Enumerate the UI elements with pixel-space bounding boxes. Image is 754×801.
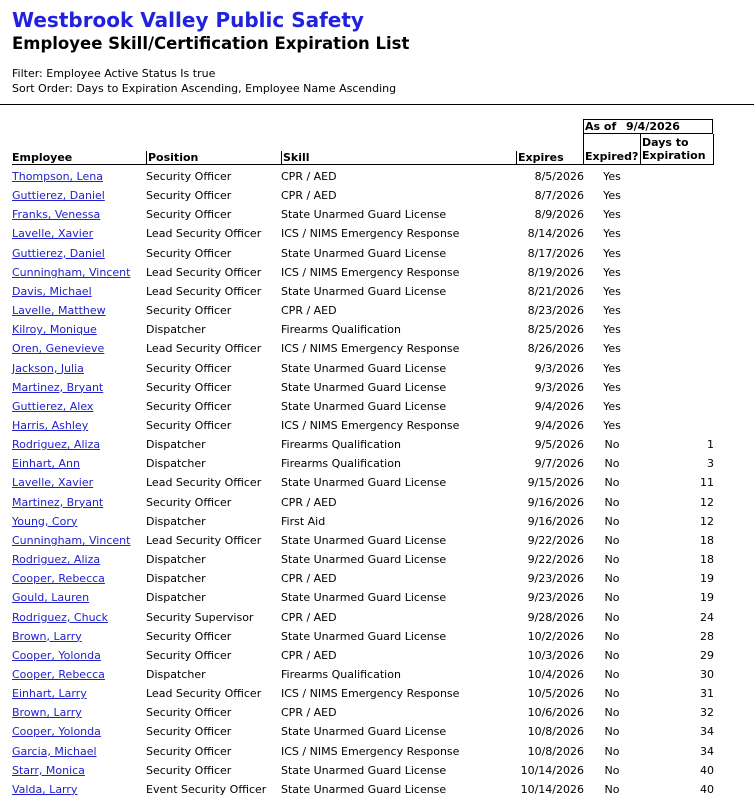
- position-cell: Security Officer: [146, 361, 232, 375]
- skill-cell: Firearms Qualification: [281, 457, 401, 471]
- employee-link[interactable]: Rodriguez, Aliza: [12, 553, 101, 566]
- table-row: [0, 435, 754, 454]
- expires-cell: 9/22/2026: [527, 553, 584, 566]
- days-to-expiration-cell: 12: [700, 495, 714, 509]
- expires-cell: 10/6/2026: [527, 706, 584, 720]
- skill-cell: State Unarmed Guard License: [281, 246, 447, 260]
- as-of-box: [583, 119, 713, 134]
- position-cell: Dispatcher: [146, 591, 206, 605]
- position-cell: Security Officer: [146, 170, 232, 183]
- expires-cell: 8/26/2026: [527, 342, 584, 356]
- expired-cell: Yes: [603, 246, 621, 260]
- expired-cell: No: [604, 706, 620, 720]
- days-to-expiration-cell: 30: [700, 667, 714, 681]
- header-divider: [0, 104, 754, 105]
- table-row: [0, 339, 754, 358]
- skill-cell: State Unarmed Guard License: [281, 763, 447, 777]
- expires-cell: 10/8/2026: [527, 744, 584, 758]
- days-to-expiration-cell: 11: [700, 476, 714, 490]
- as-of-date: 9/4/2026: [626, 120, 680, 133]
- expired-cell: Yes: [603, 227, 621, 241]
- position-cell: Security Officer: [146, 744, 232, 758]
- column-header-skill: Skill: [281, 151, 516, 165]
- days-to-expiration-cell: 3: [707, 457, 714, 471]
- column-header-employee: Employee: [12, 151, 73, 164]
- expired-cell: No: [604, 648, 620, 662]
- table-row: [0, 301, 754, 320]
- expires-cell: 9/22/2026: [527, 533, 584, 547]
- expired-cell: No: [604, 610, 620, 624]
- position-cell: Lead Security Officer: [146, 687, 262, 700]
- position-cell: Lead Security Officer: [146, 476, 262, 490]
- expired-cell: No: [604, 572, 620, 586]
- employee-link[interactable]: Kilroy, Monique: [12, 323, 97, 337]
- position-cell: Dispatcher: [146, 457, 206, 471]
- expired-cell: No: [604, 629, 620, 643]
- employee-link[interactable]: Franks, Venessa: [12, 208, 101, 222]
- employee-link[interactable]: Garcia, Michael: [12, 744, 97, 758]
- skill-cell: CPR / AED: [281, 495, 337, 509]
- skill-cell: State Unarmed Guard License: [281, 591, 447, 605]
- employee-link[interactable]: Cunningham, Vincent: [12, 265, 131, 279]
- expires-cell: 9/4/2026: [534, 399, 584, 413]
- expired-cell: Yes: [603, 265, 621, 279]
- table-row: [0, 205, 754, 224]
- expired-cell: No: [604, 533, 620, 547]
- table-row: [0, 493, 754, 512]
- table-row: [0, 282, 754, 301]
- column-header-expired: Expired?: [583, 134, 640, 165]
- skill-cell: Firearms Qualification: [281, 438, 401, 452]
- table-row: [0, 665, 754, 684]
- skill-cell: CPR / AED: [281, 648, 337, 662]
- expired-cell: Yes: [603, 189, 621, 203]
- employee-link[interactable]: Jackson, Julia: [12, 361, 84, 375]
- employee-link[interactable]: Rodriguez, Chuck: [12, 610, 108, 624]
- expires-cell: 8/14/2026: [527, 227, 584, 241]
- employee-link[interactable]: Oren, Genevieve: [12, 342, 105, 356]
- days-header-line-2: Expiration: [642, 149, 706, 162]
- position-cell: Dispatcher: [146, 514, 206, 528]
- position-cell: Dispatcher: [146, 667, 206, 681]
- expires-cell: 9/3/2026: [534, 361, 584, 375]
- position-cell: Security Officer: [146, 706, 232, 720]
- expired-cell: Yes: [603, 170, 621, 183]
- expired-cell: No: [604, 553, 620, 566]
- skill-cell: CPR / AED: [281, 170, 337, 183]
- table-row: [0, 167, 754, 186]
- expires-cell: 10/5/2026: [527, 687, 584, 700]
- expired-cell: No: [604, 591, 620, 605]
- expires-cell: 9/16/2026: [527, 514, 584, 528]
- expired-cell: Yes: [603, 418, 621, 432]
- expired-cell: No: [604, 687, 620, 700]
- days-to-expiration-cell: 40: [700, 763, 714, 777]
- expires-cell: 9/16/2026: [527, 495, 584, 509]
- expires-cell: 10/3/2026: [527, 648, 584, 662]
- expired-cell: Yes: [603, 284, 621, 298]
- table-row: [0, 569, 754, 588]
- position-cell: Security Officer: [146, 399, 232, 413]
- table-row: [0, 263, 754, 282]
- position-cell: Dispatcher: [146, 323, 206, 337]
- expired-cell: No: [604, 495, 620, 509]
- employee-link[interactable]: Thompson, Lena: [12, 170, 103, 183]
- employee-link[interactable]: Harris, Ashley: [12, 418, 89, 432]
- days-to-expiration-cell: 12: [700, 514, 714, 528]
- expires-cell: 8/9/2026: [534, 208, 584, 222]
- employee-link[interactable]: Guttierez, Daniel: [12, 246, 105, 260]
- skill-cell: ICS / NIMS Emergency Response: [281, 687, 460, 700]
- days-to-expiration-cell: 18: [700, 533, 714, 547]
- skill-cell: CPR / AED: [281, 610, 337, 624]
- expires-cell: 10/14/2026: [520, 763, 584, 777]
- skill-cell: State Unarmed Guard License: [281, 476, 447, 490]
- days-to-expiration-cell: 19: [700, 572, 714, 586]
- position-cell: Lead Security Officer: [146, 342, 262, 356]
- as-of-label: As of: [585, 120, 617, 133]
- expires-cell: 8/5/2026: [534, 170, 584, 183]
- table-row: [0, 703, 754, 722]
- days-to-expiration-cell: 1: [707, 438, 714, 452]
- skill-cell: CPR / AED: [281, 304, 337, 317]
- employee-link[interactable]: Einhart, Ann: [12, 457, 80, 471]
- expires-cell: 9/23/2026: [527, 591, 584, 605]
- skill-cell: State Unarmed Guard License: [281, 361, 447, 375]
- expired-cell: No: [604, 782, 620, 796]
- days-to-expiration-cell: 28: [700, 629, 714, 643]
- expired-cell: No: [604, 476, 620, 490]
- skill-cell: State Unarmed Guard License: [281, 725, 447, 739]
- expires-cell: 10/14/2026: [520, 782, 584, 796]
- expires-cell: 10/8/2026: [527, 725, 584, 739]
- position-cell: Security Officer: [146, 380, 232, 394]
- employee-link[interactable]: Davis, Michael: [12, 284, 92, 298]
- column-header-underline: [12, 164, 713, 165]
- expires-cell: 9/4/2026: [534, 418, 584, 432]
- expired-cell: No: [604, 438, 620, 452]
- expires-cell: 8/19/2026: [527, 265, 584, 279]
- expires-cell: 8/17/2026: [527, 246, 584, 260]
- skill-cell: State Unarmed Guard License: [281, 553, 447, 566]
- employee-link[interactable]: Cooper, Yolonda: [12, 725, 101, 739]
- skill-cell: ICS / NIMS Emergency Response: [281, 227, 460, 241]
- expired-cell: Yes: [603, 208, 621, 222]
- days-to-expiration-cell: 40: [700, 782, 714, 796]
- employee-link[interactable]: Martinez, Bryant: [12, 380, 104, 394]
- table-row: [0, 320, 754, 339]
- table-row: [0, 473, 754, 492]
- expired-cell: Yes: [603, 342, 621, 356]
- skill-cell: Firearms Qualification: [281, 323, 401, 337]
- position-cell: Dispatcher: [146, 553, 206, 566]
- skill-cell: ICS / NIMS Emergency Response: [281, 342, 460, 356]
- employee-link[interactable]: Rodriguez, Aliza: [12, 438, 101, 452]
- expired-cell: No: [604, 457, 620, 471]
- employee-link[interactable]: Brown, Larry: [12, 706, 82, 720]
- table-row: [0, 550, 754, 569]
- position-cell: Security Officer: [146, 763, 232, 777]
- skill-cell: State Unarmed Guard License: [281, 782, 447, 796]
- skill-cell: CPR / AED: [281, 572, 337, 586]
- employee-link[interactable]: Lavelle, Xavier: [12, 227, 94, 241]
- expires-cell: 9/3/2026: [534, 380, 584, 394]
- expired-cell: Yes: [603, 380, 621, 394]
- table-row: [0, 359, 754, 378]
- days-to-expiration-cell: 32: [700, 706, 714, 720]
- column-header-days-to-expiration: [640, 134, 714, 165]
- table-row: [0, 531, 754, 550]
- days-to-expiration-cell: 18: [700, 553, 714, 566]
- column-header-position: Position: [146, 151, 281, 165]
- employee-link[interactable]: Young, Cory: [12, 514, 78, 528]
- expires-cell: 9/28/2026: [527, 610, 584, 624]
- position-cell: Lead Security Officer: [146, 284, 262, 298]
- expired-cell: Yes: [603, 304, 621, 317]
- expired-cell: No: [604, 667, 620, 681]
- skill-cell: State Unarmed Guard License: [281, 533, 447, 547]
- position-cell: Security Officer: [146, 495, 232, 509]
- employee-link[interactable]: Gould, Lauren: [12, 591, 90, 605]
- days-to-expiration-cell: 34: [700, 744, 714, 758]
- position-cell: Security Officer: [146, 246, 232, 260]
- position-cell: Security Officer: [146, 208, 232, 222]
- expires-cell: 10/2/2026: [527, 629, 584, 643]
- expired-cell: No: [604, 744, 620, 758]
- expired-cell: No: [604, 763, 620, 777]
- employee-link[interactable]: Guttierez, Alex: [12, 399, 94, 413]
- table-row: [0, 684, 754, 703]
- expires-cell: 9/5/2026: [534, 438, 584, 452]
- skill-cell: State Unarmed Guard License: [281, 399, 447, 413]
- position-cell: Security Officer: [146, 725, 232, 739]
- expired-cell: No: [604, 725, 620, 739]
- days-to-expiration-cell: 19: [700, 591, 714, 605]
- position-cell: Dispatcher: [146, 572, 206, 586]
- position-cell: Security Officer: [146, 418, 232, 432]
- skill-cell: CPR / AED: [281, 189, 337, 203]
- organization-title: Westbrook Valley Public Safety: [12, 8, 364, 32]
- table-row: [0, 646, 754, 665]
- skill-cell: ICS / NIMS Emergency Response: [281, 418, 460, 432]
- employee-link[interactable]: Cooper, Rebecca: [12, 572, 105, 586]
- employee-link[interactable]: Einhart, Larry: [12, 687, 87, 700]
- days-to-expiration-cell: 29: [700, 648, 714, 662]
- days-to-expiration-cell: 31: [700, 687, 714, 700]
- expires-cell: 8/7/2026: [534, 189, 584, 203]
- position-cell: Lead Security Officer: [146, 265, 262, 279]
- column-header-expires: Expires: [516, 151, 583, 165]
- position-cell: Security Officer: [146, 304, 232, 317]
- position-cell: Security Officer: [146, 189, 232, 203]
- employee-link[interactable]: Cunningham, Vincent: [12, 533, 131, 547]
- position-cell: Lead Security Officer: [146, 227, 262, 241]
- skill-cell: State Unarmed Guard License: [281, 629, 447, 643]
- days-header-line-1: Days to: [642, 136, 689, 149]
- expired-cell: Yes: [603, 399, 621, 413]
- expires-cell: 9/7/2026: [534, 457, 584, 471]
- expired-cell: No: [604, 514, 620, 528]
- table-row: [0, 186, 754, 205]
- table-row: [0, 224, 754, 243]
- table-row: [0, 722, 754, 741]
- employee-link[interactable]: Cooper, Rebecca: [12, 667, 105, 681]
- skill-cell: State Unarmed Guard License: [281, 284, 447, 298]
- skill-cell: ICS / NIMS Emergency Response: [281, 265, 460, 279]
- employee-link[interactable]: Lavelle, Xavier: [12, 476, 94, 490]
- employee-link[interactable]: Lavelle, Matthew: [12, 304, 106, 317]
- table-row: [0, 742, 754, 761]
- expired-cell: Yes: [603, 323, 621, 337]
- sort-order-description: Sort Order: Days to Expiration Ascending, Employee Name Ascending: [12, 82, 397, 95]
- position-cell: Security Officer: [146, 648, 232, 662]
- position-cell: Security Officer: [146, 629, 232, 643]
- table-row: [0, 454, 754, 473]
- employee-link[interactable]: Brown, Larry: [12, 629, 82, 643]
- position-cell: Event Security Officer: [146, 782, 267, 796]
- position-cell: Dispatcher: [146, 438, 206, 452]
- expires-cell: 10/4/2026: [527, 667, 584, 681]
- table-row: [0, 512, 754, 531]
- filter-description: Filter: Employee Active Status Is true: [12, 67, 216, 80]
- table-row: [0, 588, 754, 607]
- skill-cell: State Unarmed Guard License: [281, 208, 447, 222]
- table-row: [0, 627, 754, 646]
- employee-link[interactable]: Guttierez, Daniel: [12, 189, 105, 203]
- employee-link[interactable]: Martinez, Bryant: [12, 495, 104, 509]
- expires-cell: 8/25/2026: [527, 323, 584, 337]
- report-title: Employee Skill/Certification Expiration List: [12, 34, 410, 53]
- table-row: [0, 397, 754, 416]
- skill-cell: State Unarmed Guard License: [281, 380, 447, 394]
- expired-cell: Yes: [603, 361, 621, 375]
- skill-cell: First Aid: [281, 514, 326, 528]
- table-row: [0, 244, 754, 263]
- expires-cell: 8/21/2026: [527, 284, 584, 298]
- employee-link[interactable]: Starr, Monica: [12, 763, 85, 777]
- table-row: [0, 761, 754, 780]
- table-row: [0, 416, 754, 435]
- employee-link[interactable]: Cooper, Yolonda: [12, 648, 101, 662]
- days-to-expiration-cell: 24: [700, 610, 714, 624]
- position-cell: Lead Security Officer: [146, 533, 262, 547]
- days-to-expiration-cell: 34: [700, 725, 714, 739]
- table-row: [0, 780, 754, 799]
- expires-cell: 9/15/2026: [527, 476, 584, 490]
- skill-cell: Firearms Qualification: [281, 667, 401, 681]
- expires-cell: 9/23/2026: [527, 572, 584, 586]
- position-cell: Security Supervisor: [146, 610, 254, 624]
- skill-cell: CPR / AED: [281, 706, 337, 720]
- employee-link[interactable]: Valda, Larry: [12, 782, 78, 796]
- skill-cell: ICS / NIMS Emergency Response: [281, 744, 460, 758]
- expires-cell: 8/23/2026: [527, 304, 584, 317]
- table-row: [0, 608, 754, 627]
- table-row: [0, 378, 754, 397]
